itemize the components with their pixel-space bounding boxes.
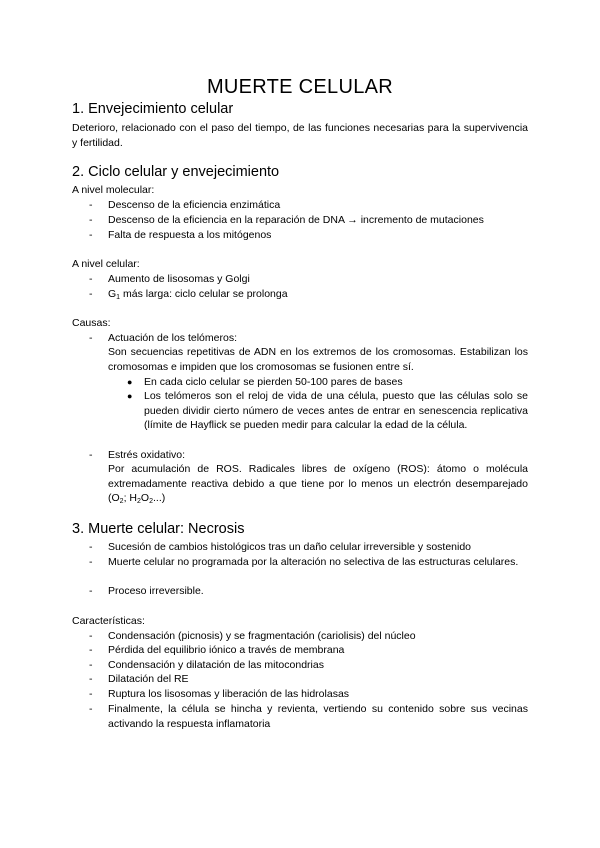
section-3-heading: 3. Muerte celular: Necrosis (72, 521, 245, 537)
section-1-heading: 1. Envejecimiento celular (72, 101, 234, 117)
causes-label: Causas: (72, 317, 111, 329)
telomeres-description: Son secuencias repetitivas de ADN en los extremos de los cromosomas. Estabilizan los cromosomas e impiden que los cromosomas se fusionen entre sí. (108, 346, 528, 373)
page-title: MUERTE CELULAR (206, 76, 394, 98)
molecular-label: A nivel molecular: (72, 184, 155, 196)
cellular-label: A nivel celular: (72, 258, 140, 270)
features-label: Características: (72, 615, 145, 627)
oxidative-stress-description: Por acumulación de ROS. Radicales libres de oxígeno (ROS): átomo o molécula extremadamente reactiva debido a que tiene por lo menos un electrón desemparejado ($O_2$; $H_2O_2$...) (108, 463, 528, 506)
section-1-text: Deterioro, relacionado con el paso del tiempo, de las funciones necesarias para la supervivencia y fertilidad. (72, 122, 528, 149)
document-page: MUERTE CELULAR 1. Envejecimiento celular Deterioro, relacionado con el paso del tiempo, de las funciones necesarias para la supervivencia y fertilidad. 2. Ciclo celular y envejecimiento A nivel molecular: - Descenso de la eficiencia enzimática - Descenso de la eficiencia en la reparación de DNA → incremento de mutaciones - Falta de respuesta a los mitógenos A nivel celular: - Aumento de lisosomas y Golgi - $G_1$ más larga: ciclo celular se prolonga Causas: - Actuación de los telómeros: Son secuencias repetitivas de ADN en los extremos de los cromosomas. Estabilizan los cromosomas e impiden que los cromosomas se fusionen entre sí. ● En cada ciclo celular se pierden 50-100 pares de bases ● Los telómeros son el reloj de vida de una célula, puesto que las células solo se pueden dividir cierto número de veces antes de entrar en senescencia replicativa (límite de Hayflick se pueden medir para calcular la edad de la célula. - Estrés oxidativo: Por acumulación de ROS. Radicales libres de oxígeno (ROS): átomo o molécula extremadamente reactiva debido a que tiene por lo menos un electrón desemparejado ($O_2$; $H_2O_2$...) 3. Muerte celular: Necrosis - Sucesión de cambios histológicos tras un daño celular irreversible y sostenido - Muerte celular no programada por la alteración no selectiva de las estructuras celulares. - Proceso irreversible. Características: - Condensación (picnosis) y se fragmentación (cariolisis) del núcleo - Pérdida del equilibrio iónico a través de membrana - Condensación y dilatación de las mitocondrias - Dilatación del RE - Ruptura los lisosomas y liberación de las hidrolasas - Finalmente, la célula se hincha y revienta, vertiendo su contenido sobre sus vecinas activando la respuesta inflamatoria (0, 0, 600, 848)
section-2-heading: 2. Ciclo celular y envejecimiento (72, 164, 280, 180)
